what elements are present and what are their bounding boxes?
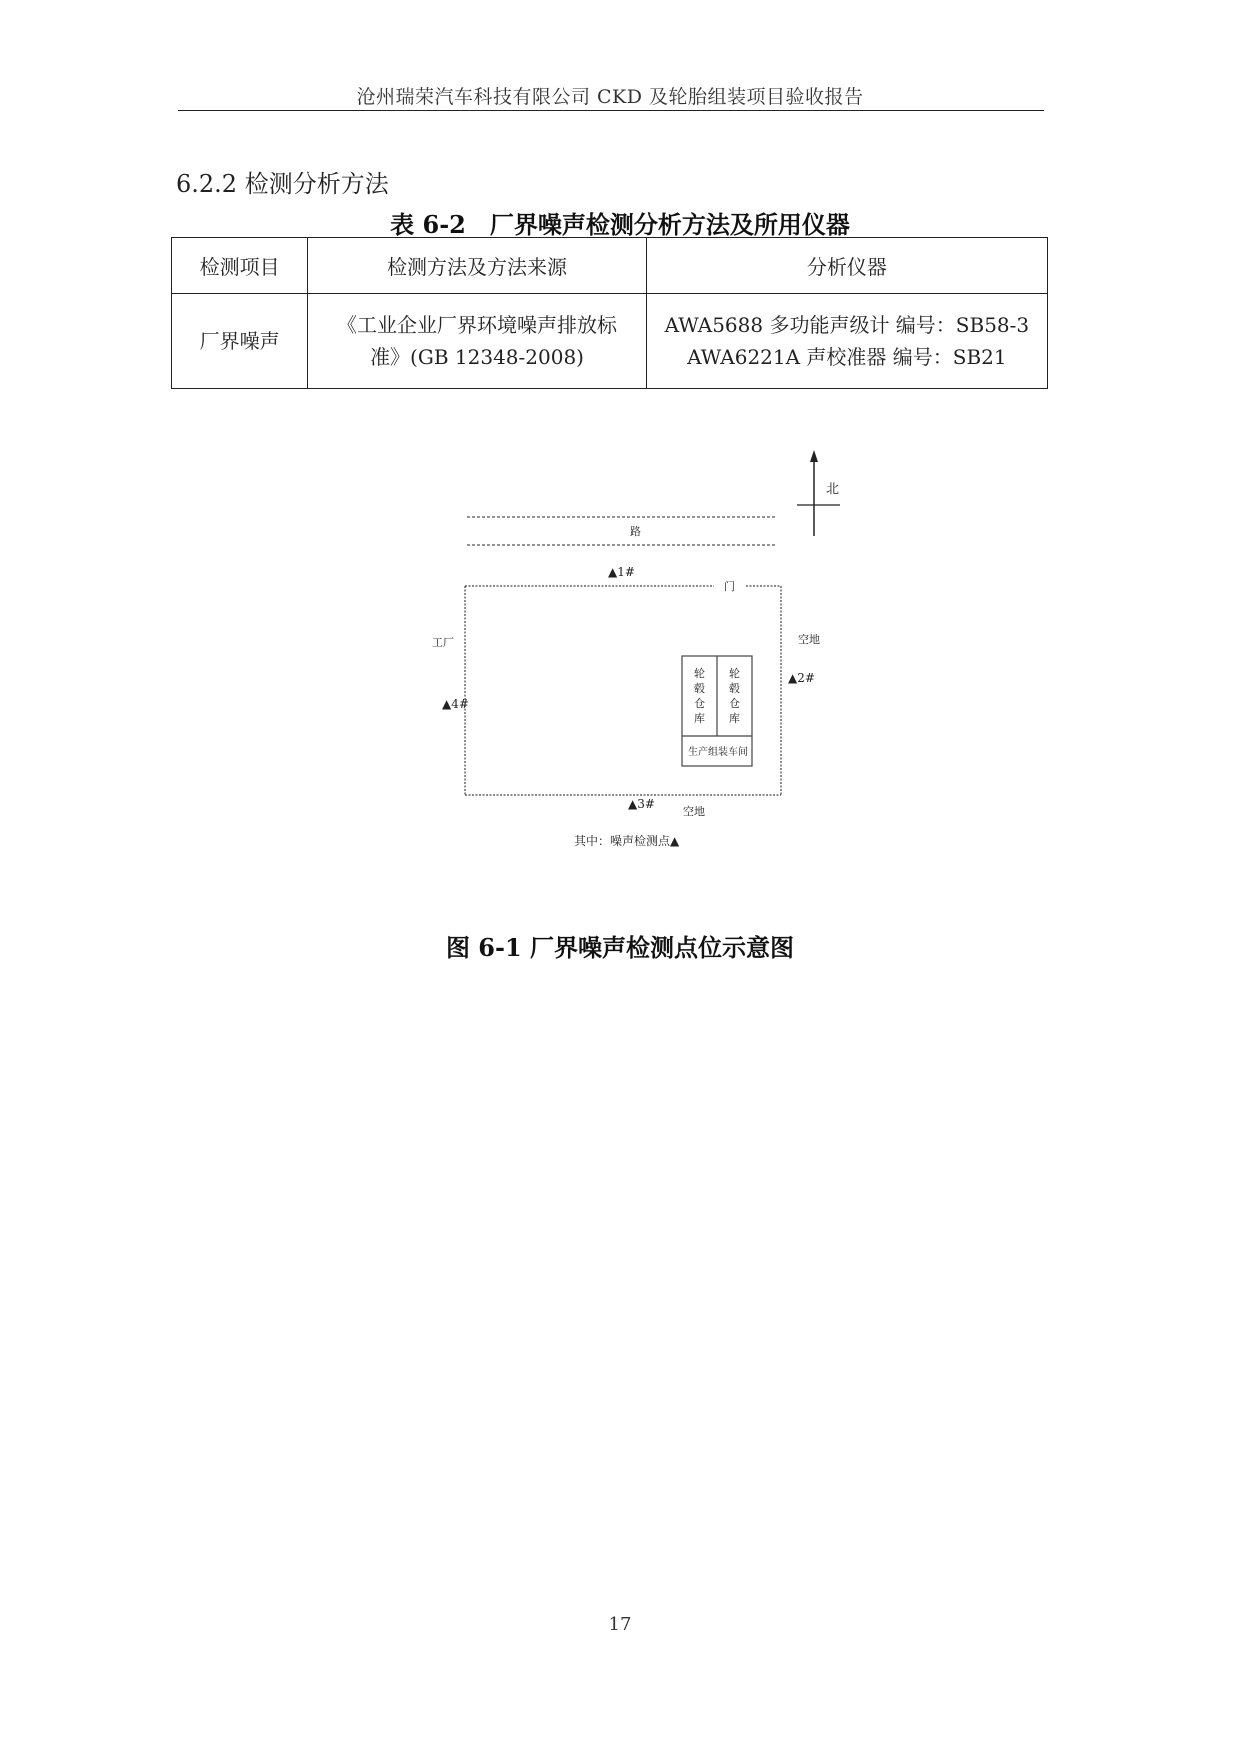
section-heading: 6.2.2 检测分析方法 xyxy=(176,170,389,198)
warehouse-1-label xyxy=(694,666,705,725)
vacant-south-label: 空地 xyxy=(683,805,705,818)
north-label: 北 xyxy=(826,482,840,497)
point-2-label: ▲2# xyxy=(788,671,815,685)
figure-caption: 图 6-1 厂界噪声检测点位示意图 xyxy=(445,933,795,962)
warehouse-1-char-3: 仓 xyxy=(694,697,705,710)
workshop-label: 生产组装车间 xyxy=(688,747,748,758)
table-header-instrument: 分析仪器 xyxy=(646,238,1047,294)
instrument-line-2: AWA6221A 声校准器 编号：SB21 xyxy=(687,345,1007,369)
warehouse-1-char-1: 轮 xyxy=(694,667,705,680)
warehouse-2-char-3: 仓 xyxy=(729,697,740,710)
point-3-label: ▲3# xyxy=(628,797,655,811)
road-label: 路 xyxy=(630,525,641,538)
warehouse-2-char-2: 毂 xyxy=(729,682,740,695)
cell-item: 厂界噪声 xyxy=(172,294,308,389)
warehouse-1-char-4: 库 xyxy=(694,712,705,725)
method-line-1: 《工业企业厂界环境噪声排放标 xyxy=(337,313,618,337)
point-1-label: ▲1# xyxy=(608,565,635,579)
warehouse-2-label xyxy=(729,666,740,725)
running-header: 沧州瑞荣汽车科技有限公司 CKD 及轮胎组装项目验收报告 xyxy=(356,86,864,108)
warehouse-2-char-4: 库 xyxy=(729,712,740,725)
page-number: 17 xyxy=(608,1614,632,1635)
gate-label: 门 xyxy=(724,580,735,593)
factory-label: 工厂 xyxy=(432,636,454,649)
table-header-method: 检测方法及方法来源 xyxy=(308,238,646,294)
warehouse-1-char-2: 毂 xyxy=(694,682,705,695)
diagram-legend: 其中：噪声检测点▲ xyxy=(574,834,680,848)
warehouse-2-char-1: 轮 xyxy=(729,667,740,680)
point-4-label: ▲4# xyxy=(442,697,469,711)
table-title: 表 6-2 厂界噪声检测分析方法及所用仪器 xyxy=(390,210,850,239)
table-header-item: 检测项目 xyxy=(172,238,308,294)
method-line-2: 准》(GB 12348-2008) xyxy=(370,345,584,369)
vacant-east-label: 空地 xyxy=(798,633,820,646)
instrument-line-1: AWA5688 多功能声级计 编号：SB58-3 xyxy=(664,313,1030,337)
